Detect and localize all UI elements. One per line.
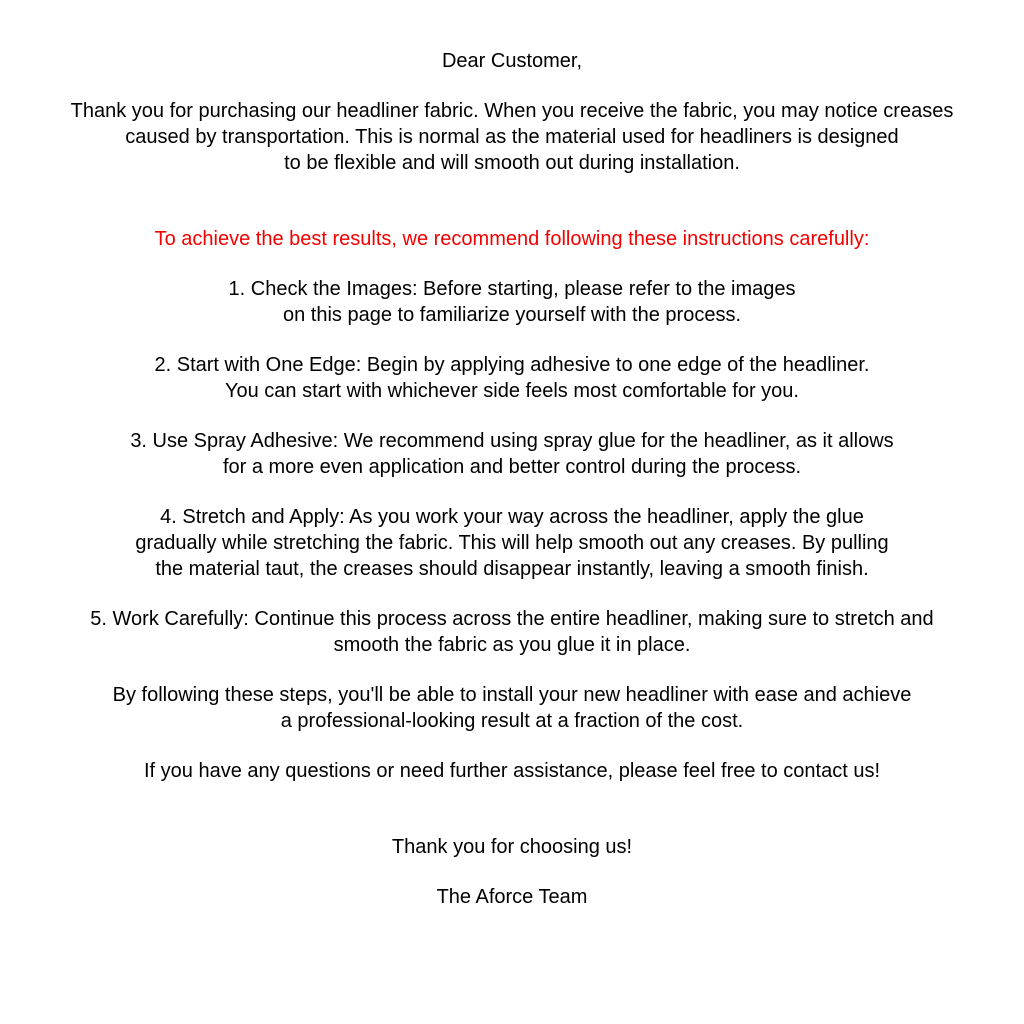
step-4-line-2: gradually while stretching the fabric. This will help smooth out any creases. By pulling xyxy=(135,532,889,554)
step-1 xyxy=(18,276,1006,328)
closing-line-1: By following these steps, you'll be able to install your new headliner with ease and achieve xyxy=(112,684,912,706)
thank-you-line xyxy=(18,834,1006,860)
step-3-line-1: 3. Use Spray Adhesive: We recommend using spray glue for the headliner, as it allows xyxy=(130,430,894,452)
thank-you-text: Thank you for choosing us! xyxy=(391,836,633,858)
step-2-line-2: You can start with whichever side feels most comfortable for you. xyxy=(225,380,799,402)
contact-note-text: If you have any questions or need further assistance, please feel free to contact us! xyxy=(144,760,880,782)
intro-line-2: caused by transportation. This is normal as the material used for headliners is designed xyxy=(125,126,899,148)
signature xyxy=(18,884,1006,910)
step-4-line-3: the material taut, the creases should disappear instantly, leaving a smooth finish. xyxy=(155,558,869,580)
step-5-line-2: smooth the fabric as you glue it in place. xyxy=(333,634,691,656)
step-4-line-1: 4. Stretch and Apply: As you work your way across the headliner, apply the glue xyxy=(160,506,864,528)
intro-paragraph xyxy=(18,98,1006,176)
step-2 xyxy=(18,352,1006,404)
salutation-text: Dear Customer, xyxy=(441,50,583,72)
closing-line-2: a professional-looking result at a fraction of the cost. xyxy=(280,710,744,732)
closing-paragraph xyxy=(18,682,1006,734)
step-4 xyxy=(18,504,1006,582)
step-2-line-1: 2. Start with One Edge: Begin by applying adhesive to one edge of the headliner. xyxy=(154,354,870,376)
instructions-highlight xyxy=(18,226,1006,252)
signature-text: The Aforce Team xyxy=(436,886,588,908)
step-1-line-2: on this page to familiarize yourself with the process. xyxy=(283,304,741,326)
step-3-line-2: for a more even application and better control during the process. xyxy=(222,456,802,478)
step-5-line-1: 5. Work Carefully: Continue this process across the entire headliner, making sure to stretch and xyxy=(90,608,934,630)
instructions-highlight-text: To achieve the best results, we recommend following these instructions carefully: xyxy=(154,228,870,250)
step-3 xyxy=(18,428,1006,480)
intro-line-3: to be flexible and will smooth out during installation. xyxy=(284,152,740,174)
step-1-line-1: 1. Check the Images: Before starting, please refer to the images xyxy=(228,278,796,300)
contact-note xyxy=(18,758,1006,784)
intro-line-1: Thank you for purchasing our headliner fabric. When you receive the fabric, you may notice creases xyxy=(70,100,954,122)
salutation xyxy=(18,48,1006,74)
step-5 xyxy=(18,606,1006,658)
